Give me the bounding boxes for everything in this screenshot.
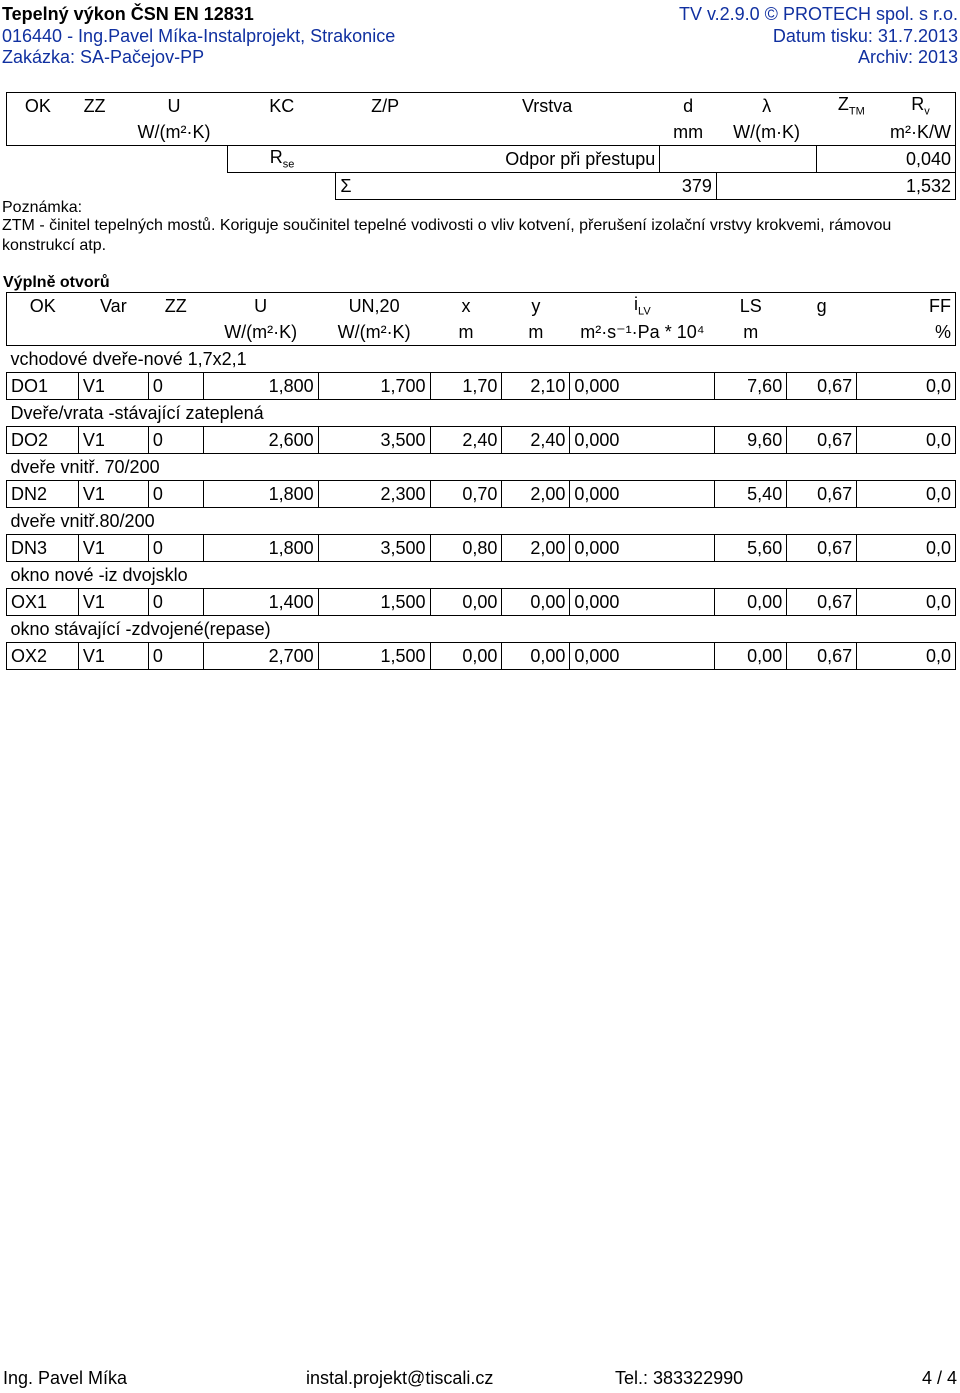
rse-text: Odpor při přestupu xyxy=(434,146,659,173)
ocol-un20: UN,20 xyxy=(318,293,430,320)
opening-cell-var: V1 xyxy=(78,643,148,670)
footer-page: 4 / 4 xyxy=(921,1368,957,1388)
opening-cell-ls: 5,60 xyxy=(715,535,787,562)
opening-cell-ok: OX2 xyxy=(7,643,79,670)
opening-cell-var: V1 xyxy=(78,373,148,400)
footer-phone: Tel.: 383322990 xyxy=(615,1368,744,1388)
ocol-zz: ZZ xyxy=(148,293,203,320)
footer-author: Ing. Pavel Míka xyxy=(3,1368,128,1388)
opening-cell-y: 0,00 xyxy=(502,589,570,616)
opening-cell-ilv: 0,000 xyxy=(570,589,715,616)
col-vrstva: Vrstva xyxy=(434,93,659,120)
col-zp: Z/P xyxy=(336,93,435,120)
document-title: Tepelný výkon ČSN EN 12831 xyxy=(2,4,254,24)
opening-cell-ff: 0,0 xyxy=(857,535,956,562)
ocol-ff: FF xyxy=(857,293,956,320)
opening-cell-var: V1 xyxy=(78,427,148,454)
opening-cell-var: V1 xyxy=(78,481,148,508)
note-text: ZTM - činitel tepelných mostů. Koriguje součinitel tepelné vodivosti o vliv kotvení, přerušení izolační vrstvy krokvemi, rámovou konstrukcí atp. xyxy=(2,217,892,254)
opening-group-name: dveře vnitř. 70/200 xyxy=(10,456,160,477)
opening-cell-ls: 0,00 xyxy=(715,643,787,670)
unit-u: W/(m²·K) xyxy=(120,119,227,146)
opening-cell-x: 0,00 xyxy=(430,643,502,670)
ocol-var: Var xyxy=(78,293,148,320)
opening-group-name: Dveře/vrata -stávající zateplená xyxy=(10,402,264,423)
layer-units-row xyxy=(7,119,956,146)
opening-cell-y: 0,00 xyxy=(502,643,570,670)
software-version: TV v.2.9.0 © PROTECH spol. s r.o. xyxy=(678,4,958,24)
col-kc: KC xyxy=(228,93,336,120)
sum-symbol: Σ xyxy=(336,173,435,200)
opening-cell-ff: 0,0 xyxy=(857,427,956,454)
opening-cell-ok: DN3 xyxy=(7,535,79,562)
opening-group-row xyxy=(7,562,956,589)
ocol-x: x xyxy=(430,293,502,320)
opening-cell-ok: OX1 xyxy=(7,589,79,616)
opening-cell-u: 2,700 xyxy=(203,643,318,670)
note-label: Poznámka: xyxy=(2,199,83,216)
opening-cell-x: 0,00 xyxy=(430,589,502,616)
opening-cell-ok: DO1 xyxy=(7,373,79,400)
ounit-y: m xyxy=(502,319,570,346)
opening-cell-u: 1,400 xyxy=(203,589,318,616)
opening-cell-g: 0,67 xyxy=(787,643,857,670)
sum-row xyxy=(7,173,956,200)
opening-cell-ilv: 0,000 xyxy=(570,427,715,454)
opening-group-name: okno nové -iz dvojsklo xyxy=(10,564,188,585)
company-name: 016440 - Ing.Pavel Míka-Instalprojekt, Strakonice xyxy=(2,26,396,46)
archive-year: Archiv: 2013 xyxy=(857,47,958,67)
opening-group-name: dveře vnitř.80/200 xyxy=(10,510,155,531)
opening-cell-x: 0,80 xyxy=(430,535,502,562)
opening-row xyxy=(7,643,956,670)
opening-cell-x: 1,70 xyxy=(430,373,502,400)
opening-cell-y: 2,00 xyxy=(502,535,570,562)
opening-cell-zz: 0 xyxy=(148,481,203,508)
opening-cell-zz: 0 xyxy=(148,427,203,454)
sum-r: 1,532 xyxy=(886,173,956,200)
opening-row xyxy=(7,589,956,616)
opening-cell-ok: DO2 xyxy=(7,427,79,454)
ocol-ilv: $i_{LV}$ xyxy=(570,293,715,320)
col-zz: ZZ xyxy=(69,93,120,120)
opening-group-row xyxy=(7,346,956,373)
opening-cell-zz: 0 xyxy=(148,643,203,670)
opening-group-row xyxy=(7,616,956,643)
opening-row xyxy=(7,481,956,508)
rse-value: 0,040 xyxy=(886,146,956,173)
col-ztm: $Z_{TM}$ xyxy=(817,93,886,120)
opening-cell-ls: 9,60 xyxy=(715,427,787,454)
opening-cell-u: 2,600 xyxy=(203,427,318,454)
opening-cell-ilv: 0,000 xyxy=(570,535,715,562)
opening-cell-g: 0,67 xyxy=(787,535,857,562)
layer-table xyxy=(6,92,956,200)
opening-cell-g: 0,67 xyxy=(787,427,857,454)
openings-table xyxy=(6,292,956,670)
opening-row xyxy=(7,535,956,562)
ocol-ok: OK xyxy=(7,293,79,320)
opening-group-row xyxy=(7,454,956,481)
opening-cell-g: 0,67 xyxy=(787,589,857,616)
ounit-ilv: m²·s⁻¹·Pa * 10⁴ xyxy=(570,319,715,346)
opening-cell-u: 1,800 xyxy=(203,535,318,562)
opening-row xyxy=(7,373,956,400)
ounit-un20: W/(m²·K) xyxy=(318,319,430,346)
opening-cell-zz: 0 xyxy=(148,589,203,616)
col-rv: $R_v$ xyxy=(886,93,956,120)
opening-cell-un20: 1,500 xyxy=(318,589,430,616)
opening-cell-ok: DN2 xyxy=(7,481,79,508)
rse-label: $R_{se}$ xyxy=(228,146,336,173)
ocol-g: g xyxy=(787,293,857,320)
opening-cell-zz: 0 xyxy=(148,535,203,562)
footer-email: instal.projekt@tiscali.cz xyxy=(306,1368,494,1388)
opening-cell-ilv: 0,000 xyxy=(570,373,715,400)
opening-cell-g: 0,67 xyxy=(787,481,857,508)
col-lambda: λ xyxy=(716,93,816,120)
openings-section-title: Výplně otvorů xyxy=(3,274,110,291)
opening-group-row xyxy=(7,508,956,535)
opening-cell-g: 0,67 xyxy=(787,373,857,400)
layer-header-row xyxy=(7,93,956,120)
opening-cell-un20: 3,500 xyxy=(318,427,430,454)
opening-cell-ff: 0,0 xyxy=(857,481,956,508)
col-u: U xyxy=(120,93,227,120)
ocol-y: y xyxy=(502,293,570,320)
opening-cell-ilv: 0,000 xyxy=(570,481,715,508)
opening-cell-un20: 1,700 xyxy=(318,373,430,400)
openings-units-row xyxy=(7,319,956,346)
opening-cell-y: 2,00 xyxy=(502,481,570,508)
opening-cell-var: V1 xyxy=(78,589,148,616)
opening-cell-ls: 5,40 xyxy=(715,481,787,508)
ounit-ff: % xyxy=(857,319,956,346)
opening-group-row xyxy=(7,400,956,427)
ounit-x: m xyxy=(430,319,502,346)
unit-d: mm xyxy=(660,119,717,146)
print-date: Datum tisku: 31.7.2013 xyxy=(772,26,958,46)
opening-cell-u: 1,800 xyxy=(203,373,318,400)
opening-cell-var: V1 xyxy=(78,535,148,562)
opening-cell-ff: 0,0 xyxy=(857,589,956,616)
opening-group-name: vchodové dveře-nové 1,7x2,1 xyxy=(10,348,247,369)
opening-cell-un20: 1,500 xyxy=(318,643,430,670)
opening-group-name: okno stávající -zdvojené(repase) xyxy=(10,618,271,639)
opening-cell-zz: 0 xyxy=(148,373,203,400)
ounit-ls: m xyxy=(715,319,787,346)
opening-row xyxy=(7,427,956,454)
col-ok: OK xyxy=(7,93,69,120)
opening-cell-y: 2,40 xyxy=(502,427,570,454)
openings-header-row xyxy=(7,293,956,320)
opening-cell-x: 2,40 xyxy=(430,427,502,454)
opening-cell-u: 1,800 xyxy=(203,481,318,508)
opening-cell-y: 2,10 xyxy=(502,373,570,400)
opening-cell-ff: 0,0 xyxy=(857,373,956,400)
opening-cell-un20: 3,500 xyxy=(318,535,430,562)
rse-row xyxy=(7,146,956,173)
sum-d: 379 xyxy=(660,173,717,200)
project-name: Zakázka: SA-Pačejov-PP xyxy=(2,47,205,67)
opening-cell-ff: 0,0 xyxy=(857,643,956,670)
ocol-ls: LS xyxy=(715,293,787,320)
ocol-u: U xyxy=(203,293,318,320)
unit-lambda: W/(m·K) xyxy=(716,119,816,146)
col-d: d xyxy=(660,93,717,120)
opening-cell-x: 0,70 xyxy=(430,481,502,508)
opening-cell-un20: 2,300 xyxy=(318,481,430,508)
ounit-u: W/(m²·K) xyxy=(203,319,318,346)
unit-rv: m²·K/W xyxy=(886,119,956,146)
opening-cell-ls: 7,60 xyxy=(715,373,787,400)
opening-cell-ilv: 0,000 xyxy=(570,643,715,670)
opening-cell-ls: 0,00 xyxy=(715,589,787,616)
